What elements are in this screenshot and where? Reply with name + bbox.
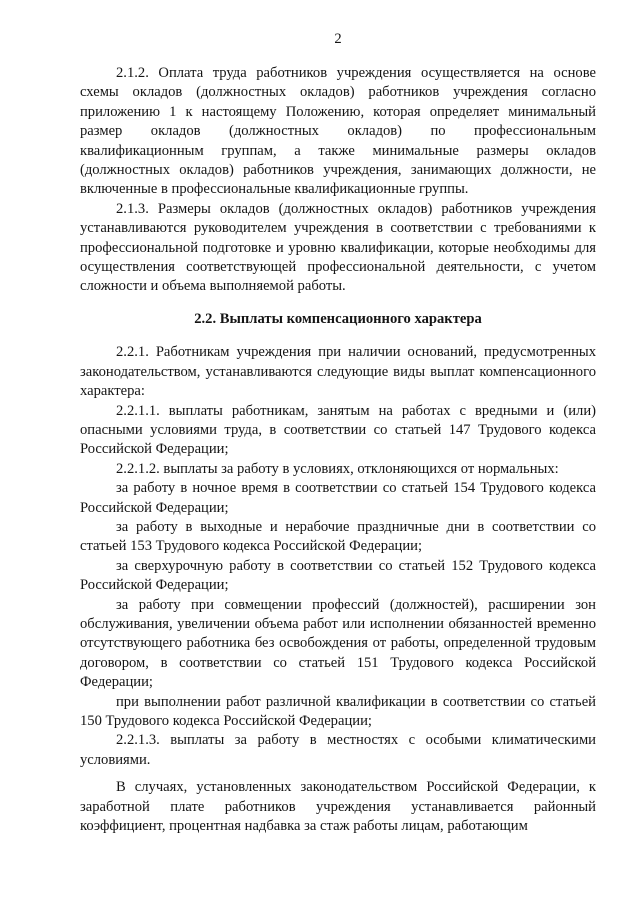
paragraph-2-2-1-2: 2.2.1.2. выплаты за работу в условиях, отклоняющихся от нормальных: (116, 460, 559, 477)
paragraph-2-1-2: 2.1.2. Оплата труда работников учреждения осуществляется на основе схемы окладов (должностных окладов) работников учреждения согласно приложению 1 к настоящему Положению, которая определяет минимальный размер окладов (должностных окладов) по профессиональным квалификационным группам, а также минимальные размеры окладов (должностных окладов) работников учреждения, занимающих должности, не включенные в профессиональные квалификационные группы. (80, 65, 596, 198)
paragraph-2-2-1-3: 2.2.1.3. выплаты за работу в местностях с особыми климатическими условиями. (80, 732, 596, 768)
document-page (80, 30, 596, 836)
paragraph-2-2-1: 2.2.1. Работникам учреждения при наличии оснований, предусмотренных законодательством, устанавливаются следующие виды выплат компенсационного характера: (80, 344, 596, 400)
paragraph-2-2-1-1: 2.2.1.1. выплаты работникам, занятым на работах с вредными и (или) опасными условиями труда, в соответствии со статьей 147 Трудового кодекса Российской Федерации; (80, 402, 596, 458)
list-item-combined-duties: за работу при совмещении профессий (должностей), расширении зон обслуживания, увеличении объема работ или исполнении обязанностей временно отсутствующего работника без освобождения от работы, определенной трудовым договором, в соответствии со статьей 151 Трудового кодекса Российской Федерации; (80, 596, 596, 691)
list-item-different-qualification: при выполнении работ различной квалификации в соответствии со статьей 150 Трудового кодекса Российской Федерации; (80, 693, 596, 729)
page-number: 2 (334, 31, 342, 47)
list-item-holiday-work: за работу в выходные и нерабочие праздничные дни в соответствии со статьей 153 Трудового кодекса Российской Федерации; (80, 518, 596, 555)
paragraph-regional-coefficient: В случаях, установленных законодательством Российской Федерации, к заработной плате работников учреждения устанавливается районный коэффициент, процентная надбавка за стаж работы лицам, работающим (80, 779, 596, 835)
paragraph-2-1-3: 2.1.3. Размеры окладов (должностных окладов) работников учреждения устанавливаются руководителем учреждения в соответствии с требованиями к профессиональной подготовке и уровню квалификации, которые необходимы для осуществления соответствующей профессиональной деятельности, с учетом сложности и объема выполняемой работы. (80, 200, 596, 295)
list-item-overtime-work: за сверхурочную работу в соответствии со статьей 152 Трудового кодекса Российской Федерации; (80, 557, 596, 594)
section-heading: 2.2. Выплаты компенсационного характера (194, 310, 482, 327)
list-item-night-work: за работу в ночное время в соответствии со статьей 154 Трудового кодекса Российской Федерации; (80, 480, 596, 516)
